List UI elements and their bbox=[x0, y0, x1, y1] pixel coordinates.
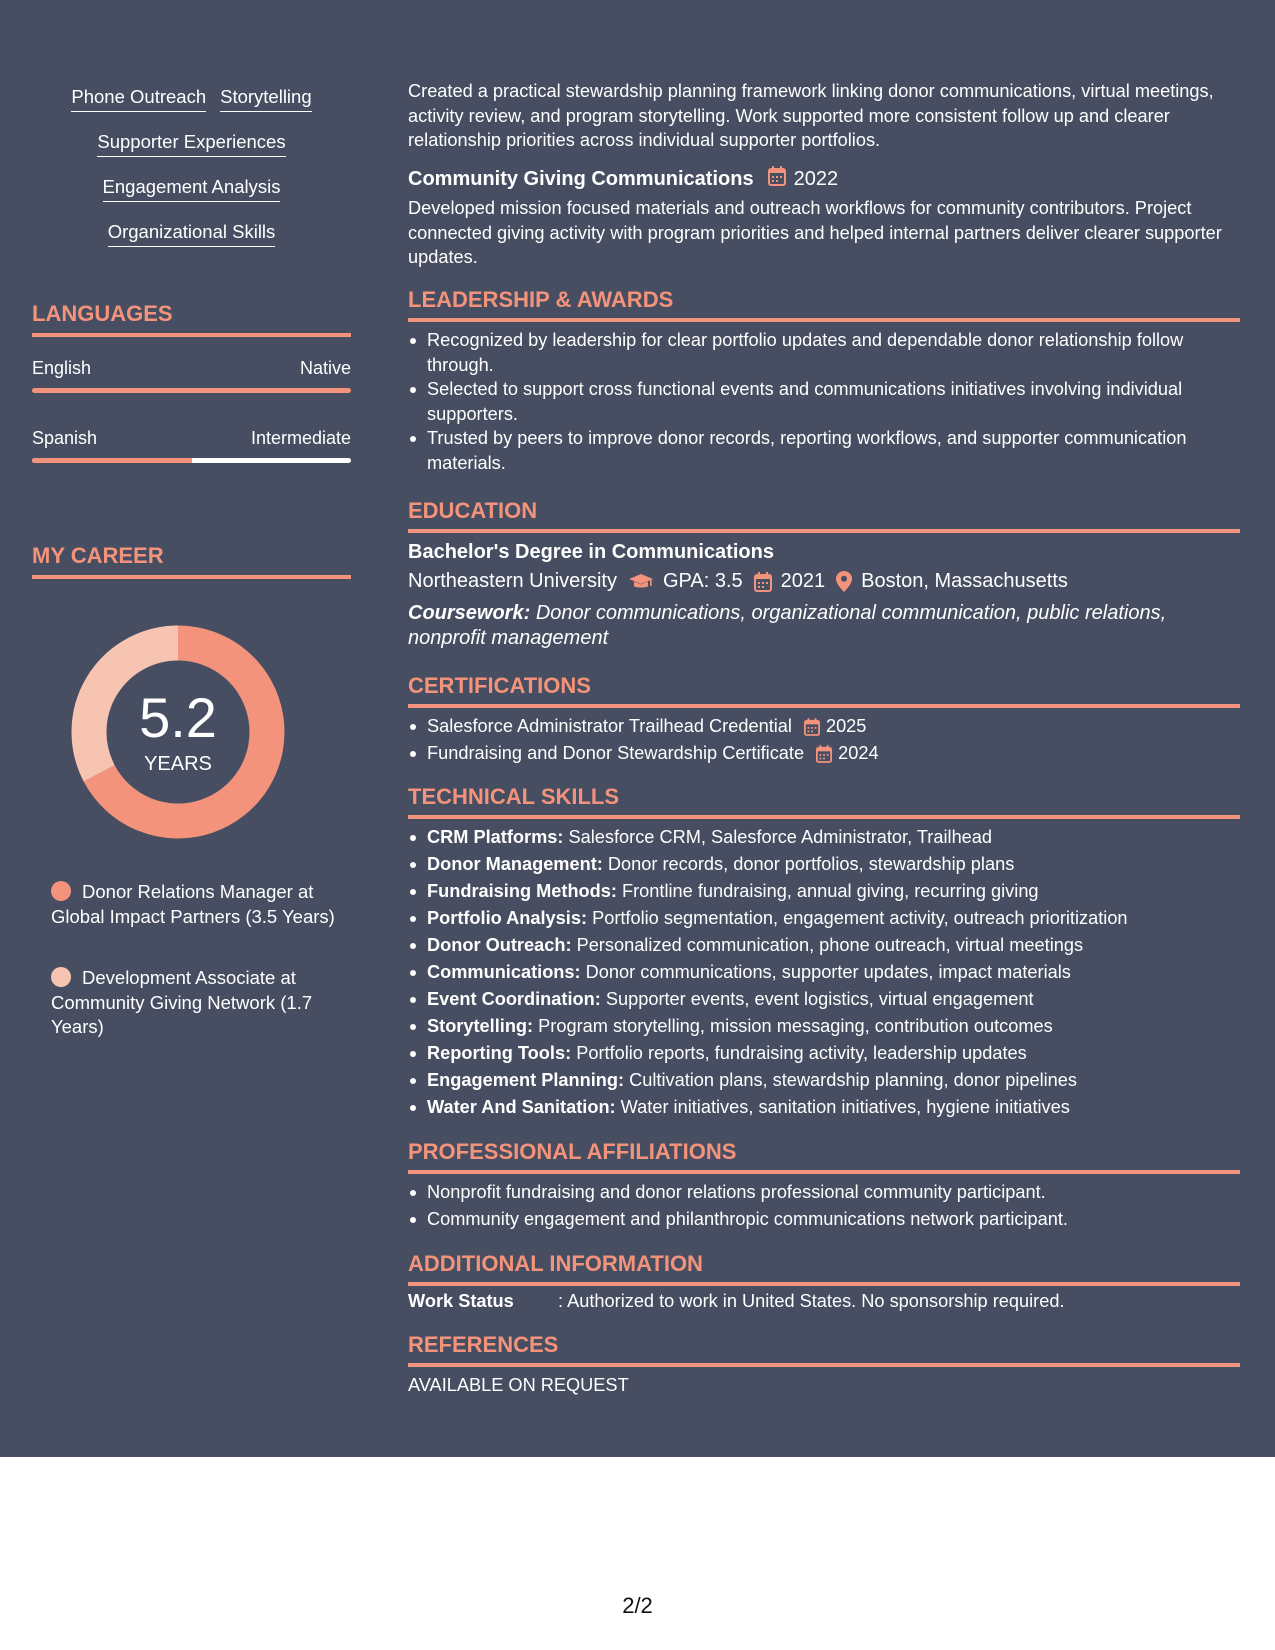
skill-value: Personalized communication, phone outreach, virtual meetings bbox=[576, 935, 1084, 955]
calendar-icon bbox=[754, 572, 772, 592]
affiliations-list bbox=[408, 1179, 1240, 1233]
list-item: Trusted by peers to improve donor records, reporting workflows, and supporter communication materials. bbox=[408, 426, 1240, 475]
calendar-icon bbox=[768, 166, 786, 192]
coursework-label: Coursework: bbox=[408, 602, 531, 624]
list-item bbox=[408, 1094, 1240, 1121]
work-status-label: Work Status bbox=[408, 1291, 514, 1311]
skill-tags-row bbox=[32, 86, 351, 112]
skill-tag: Organizational Skills bbox=[108, 221, 276, 247]
language-name: Spanish bbox=[32, 428, 98, 448]
language-proficiency-fill bbox=[32, 458, 192, 463]
list-item: Nonprofit fundraising and donor relations professional community participant. bbox=[408, 1179, 1240, 1206]
language-name: English bbox=[32, 358, 92, 378]
list-item bbox=[408, 713, 1240, 740]
education-heading: EDUCATION bbox=[408, 498, 1240, 533]
language-level: Intermediate bbox=[250, 428, 351, 448]
intro-paragraph: Created a practical stewardship planning framework linking donor communications, virtual meetings, activity review, and program storytelling. Work supported more consistent follow up and clearer relationship priorities across individual supporter portfolios. bbox=[408, 81, 1214, 150]
skill-value: Portfolio segmentation, engagement activity, outreach prioritization bbox=[592, 908, 1128, 928]
language-proficiency-fill bbox=[32, 388, 351, 393]
certifications-heading: CERTIFICATIONS bbox=[408, 673, 1240, 708]
language-row bbox=[32, 428, 351, 449]
sidebar bbox=[32, 0, 351, 1457]
calendar-icon bbox=[804, 718, 820, 736]
education-school: Northeastern University bbox=[408, 570, 617, 592]
skill-label: CRM Platforms: bbox=[427, 827, 564, 847]
skill-label: Water And Sanitation: bbox=[427, 1097, 616, 1117]
list-item bbox=[408, 1040, 1240, 1067]
leadership-heading: LEADERSHIP & AWARDS bbox=[408, 287, 1240, 322]
list-item bbox=[408, 959, 1240, 986]
list-item bbox=[408, 986, 1240, 1013]
certification-name: Fundraising and Donor Stewardship Certificate bbox=[427, 743, 805, 763]
references-heading: REFERENCES bbox=[408, 1332, 1240, 1367]
skill-label: Communications: bbox=[427, 962, 581, 982]
work-status-value: : Authorized to work in United States. No sponsorship required. bbox=[558, 1291, 1065, 1311]
page-number: 2/2 bbox=[622, 1593, 653, 1618]
graduation-cap-icon bbox=[628, 573, 654, 591]
language-proficiency-bar bbox=[32, 388, 351, 393]
list-item bbox=[408, 905, 1240, 932]
skill-label: Storytelling: bbox=[427, 1016, 534, 1036]
coursework-text: Donor communications, organizational communication, public relations, nonprofit management bbox=[408, 602, 1167, 649]
skill-tag: Supporter Experiences bbox=[97, 131, 285, 157]
career-heading: MY CAREER bbox=[32, 543, 351, 579]
skill-value: Salesforce CRM, Salesforce Administrator, Trailhead bbox=[568, 827, 993, 847]
skill-value: Portfolio reports, fundraising activity, leadership updates bbox=[576, 1043, 1027, 1063]
skill-value: Supporter events, event logistics, virtual engagement bbox=[605, 989, 1034, 1009]
donut-center bbox=[66, 620, 290, 844]
career-item-text: Donor Relations Manager at Global Impact Partners (3.5 Years) bbox=[51, 881, 335, 927]
project-description: Developed mission focused materials and outreach workflows for community contributors. Project connected giving activity with program priorities and helped internal partners deliver clearer supporter updates. bbox=[408, 198, 1222, 267]
education-meta bbox=[408, 570, 1240, 593]
skill-label: Donor Management: bbox=[427, 854, 603, 874]
career-item bbox=[51, 880, 341, 929]
skill-value: Program storytelling, mission messaging, contribution outcomes bbox=[538, 1016, 1053, 1036]
skill-value: Frontline fundraising, annual giving, recurring giving bbox=[622, 881, 1039, 901]
skill-tags-row bbox=[32, 176, 351, 202]
map-pin-icon bbox=[836, 571, 852, 592]
references-text: AVAILABLE ON REQUEST bbox=[408, 1375, 629, 1395]
project-title-row bbox=[408, 166, 1240, 192]
certifications-list bbox=[408, 713, 1240, 767]
certification-name: Salesforce Administrator Trailhead Credential bbox=[427, 716, 792, 736]
skill-value: Water initiatives, sanitation initiatives, hygiene initiatives bbox=[620, 1097, 1070, 1117]
education-location: Boston, Massachusetts bbox=[861, 570, 1068, 592]
skill-tags-row bbox=[32, 131, 351, 157]
skill-label: Reporting Tools: bbox=[427, 1043, 572, 1063]
list-item bbox=[408, 740, 1240, 767]
language-level: Native bbox=[299, 358, 351, 378]
list-item bbox=[408, 824, 1240, 851]
skill-tag: Storytelling bbox=[220, 86, 312, 112]
list-item bbox=[408, 1067, 1240, 1094]
career-legend-dot bbox=[51, 967, 71, 987]
project-title: Community Giving Communications bbox=[408, 167, 754, 190]
career-item-text: Development Associate at Community Giving Network (1.7 Years) bbox=[51, 967, 313, 1037]
work-status-row bbox=[408, 1291, 1240, 1312]
skill-value: Cultivation plans, stewardship planning, donor pipelines bbox=[629, 1070, 1078, 1090]
list-item bbox=[408, 851, 1240, 878]
skill-tag: Engagement Analysis bbox=[103, 176, 281, 202]
leadership-list bbox=[408, 328, 1240, 475]
education-gpa: GPA: 3.5 bbox=[662, 570, 743, 592]
career-legend-dot bbox=[51, 881, 71, 901]
career-donut-chart bbox=[66, 620, 290, 844]
certification-year: 2024 bbox=[838, 743, 879, 763]
career-item bbox=[51, 966, 341, 1040]
languages-heading: LANGUAGES bbox=[32, 301, 351, 337]
technical-skills-heading: TECHNICAL SKILLS bbox=[408, 784, 1240, 819]
skill-label: Fundraising Methods: bbox=[427, 881, 617, 901]
skill-label: Donor Outreach: bbox=[427, 935, 572, 955]
career-years-unit: YEARS bbox=[144, 753, 212, 775]
list-item bbox=[408, 1013, 1240, 1040]
project-year: 2022 bbox=[793, 167, 839, 190]
skill-tags-row bbox=[32, 221, 351, 247]
education-degree: Bachelor's Degree in Communications bbox=[408, 541, 774, 563]
list-item bbox=[408, 932, 1240, 959]
additional-info-heading: ADDITIONAL INFORMATION bbox=[408, 1251, 1240, 1286]
skill-label: Portfolio Analysis: bbox=[427, 908, 588, 928]
list-item: Recognized by leadership for clear portfolio updates and dependable donor relationship follow through. bbox=[408, 328, 1240, 377]
skill-value: Donor records, donor portfolios, stewardship plans bbox=[607, 854, 1015, 874]
career-total-years: 5.2 bbox=[139, 686, 217, 749]
affiliations-heading: PROFESSIONAL AFFILIATIONS bbox=[408, 1139, 1240, 1174]
list-item: Selected to support cross functional events and communications initiatives involving individual supporters. bbox=[408, 377, 1240, 426]
list-item bbox=[408, 878, 1240, 905]
education-coursework bbox=[408, 601, 1240, 651]
education-year: 2021 bbox=[780, 570, 826, 592]
list-item: Community engagement and philanthropic communications network participant. bbox=[408, 1206, 1240, 1233]
skill-label: Engagement Planning: bbox=[427, 1070, 625, 1090]
calendar-icon bbox=[816, 745, 832, 763]
skill-label: Event Coordination: bbox=[427, 989, 601, 1009]
certification-year: 2025 bbox=[825, 716, 867, 736]
skill-value: Donor communications, supporter updates, impact materials bbox=[585, 962, 1071, 982]
skill-tag: Phone Outreach bbox=[71, 86, 206, 112]
technical-skills-list bbox=[408, 824, 1240, 1121]
language-row bbox=[32, 358, 351, 379]
language-proficiency-bar bbox=[32, 458, 351, 463]
